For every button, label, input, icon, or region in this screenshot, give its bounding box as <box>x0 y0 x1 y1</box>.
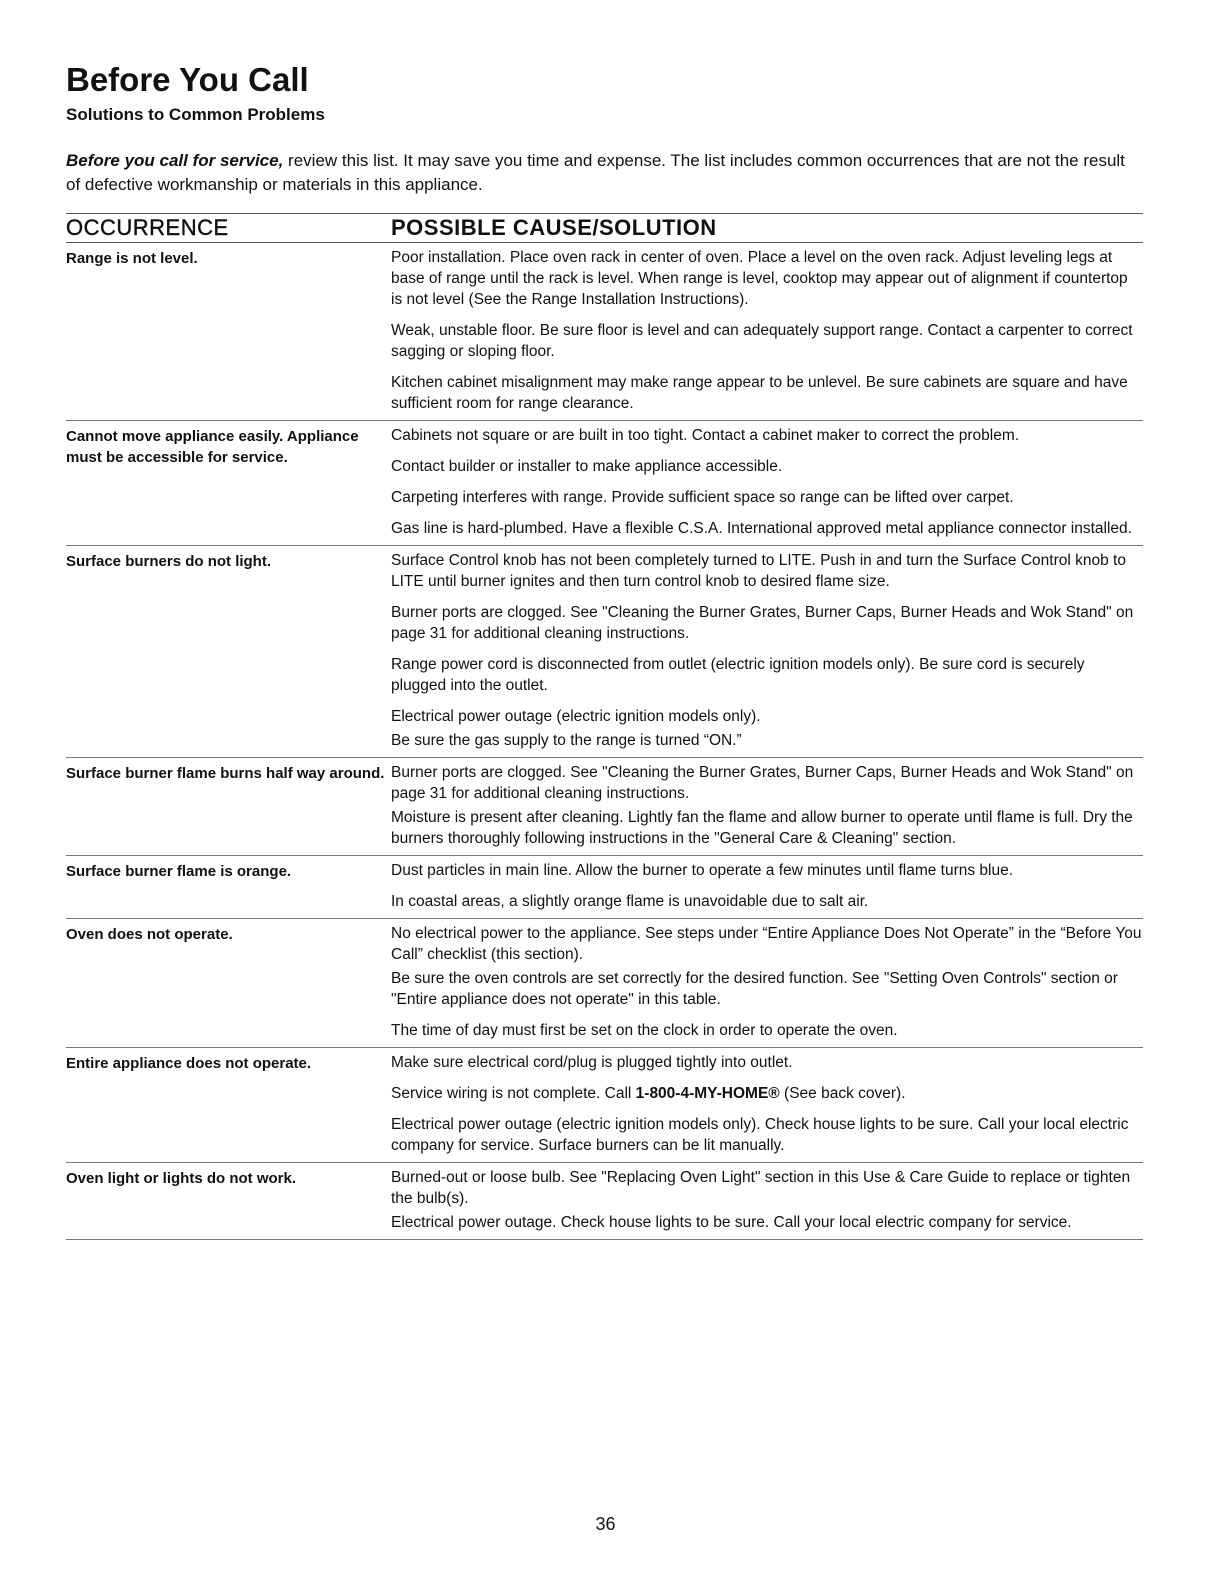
occurrence-cell: Oven light or lights do not work. <box>66 1170 296 1187</box>
solution-text: Be sure the gas supply to the range is turned “ON.” <box>391 732 742 749</box>
solution-text: Burner ports are clogged. See "Cleaning the Burner Grates, Burner Caps, Burner Heads and Wok Stand" on page 31 for additional cleaning instructions. <box>391 764 1134 802</box>
occurrence-cell: Surface burner flame is orange. <box>66 863 292 880</box>
solution-text: Burner ports are clogged. See "Cleaning the Burner Grates, Burner Caps, Burner Heads and Wok Stand" on page 31 for additional cleaning instructions. <box>391 604 1134 642</box>
solution-text: Carpeting interferes with range. Provide sufficient space so range can be lifted over carpet. <box>391 489 1014 506</box>
solution-text: The time of day must first be set on the clock in order to operate the oven. <box>391 1022 898 1039</box>
page-subtitle: Solutions to Common Problems <box>66 105 325 124</box>
solution-text-service-wiring <box>391 1083 1143 1104</box>
solution-cell <box>391 1167 1143 1233</box>
solution-text: Surface Control knob has not been completely turned to LITE. Push in and turn the Surface Control knob to LITE until burner ignites and then turn control knob to desired flame size. <box>391 552 1126 590</box>
table-row <box>66 919 1143 1048</box>
solution-cell <box>391 425 1143 539</box>
solution-cell <box>391 860 1143 912</box>
solution-text: Electrical power outage (electric ignition models only). <box>391 708 761 725</box>
solution-cell <box>391 923 1143 1041</box>
solution-cell <box>391 247 1143 414</box>
table-row <box>66 758 1143 856</box>
solution-text: Contact builder or installer to make appliance accessible. <box>391 458 783 475</box>
solution-text: Gas line is hard-plumbed. Have a flexible C.S.A. International approved metal appliance connector installed. <box>391 520 1132 537</box>
solution-text: Kitchen cabinet misalignment may make range appear to be unlevel. Be sure cabinets are square and have sufficient room for range clearance. <box>391 374 1128 412</box>
solution-cell <box>391 550 1143 751</box>
solution-text: In coastal areas, a slightly orange flame is unavoidable due to salt air. <box>391 893 869 910</box>
occurrence-cell: Range is not level. <box>66 250 198 267</box>
table-row <box>66 856 1143 919</box>
solution-text: Electrical power outage. Check house lights to be sure. Call your local electric company for service. <box>391 1214 1072 1231</box>
solution-text: Weak, unstable floor. Be sure floor is level and can adequately support range. Contact a carpenter to correct sagging or sloping floor. <box>391 322 1133 360</box>
table-row <box>66 421 1143 546</box>
solution-text: Range power cord is disconnected from outlet (electric ignition models only). Be sure cord is securely plugged into the outlet. <box>391 656 1085 694</box>
solution-text: Burned-out or loose bulb. See "Replacing Oven Light" section in this Use & Care Guide to replace or tighten the bulb(s). <box>391 1169 1131 1207</box>
solution-text: Cabinets not square or are built in too tight. Contact a cabinet maker to correct the problem. <box>391 427 1020 444</box>
table-row <box>66 243 1143 421</box>
occurrence-cell: Surface burner flame burns half way around. <box>66 765 385 782</box>
column-header-occurrence: OCCURRENCE <box>66 215 229 240</box>
table-header <box>66 213 1143 243</box>
service-wiring-text: Service wiring is not complete. Call <box>391 1085 636 1102</box>
table-row <box>66 1163 1143 1240</box>
solution-text: Moisture is present after cleaning. Lightly fan the flame and allow burner to operate until flame is full. Dry the burners thoroughly following instructions in the "General Care & Cleaning" section. <box>391 809 1133 847</box>
solution-text: No electrical power to the appliance. See steps under “Entire Appliance Does Not Operate” in the “Before You Call” checklist (this section). <box>391 925 1142 963</box>
column-header-solution: POSSIBLE CAUSE/SOLUTION <box>391 215 717 240</box>
intro-paragraph <box>66 149 1141 197</box>
solution-cell <box>391 762 1143 849</box>
table-row <box>66 1048 1143 1163</box>
troubleshooting-table <box>66 243 1143 1240</box>
service-phone-number: 1-800-4-MY-HOME® <box>635 1085 780 1102</box>
solution-text: Make sure electrical cord/plug is plugged tightly into outlet. <box>391 1054 793 1071</box>
page-number: 36 <box>595 1514 616 1534</box>
solution-text: Dust particles in main line. Allow the burner to operate a few minutes until flame turns blue. <box>391 862 1014 879</box>
solution-text: Be sure the oven controls are set correctly for the desired function. See "Setting Oven Controls" section or "Entire appliance does not operate" in this table. <box>391 970 1118 1008</box>
solution-text: Electrical power outage (electric ignition models only). Check house lights to be sure. Call your local electric company for service. Surface burners can be lit manually. <box>391 1116 1129 1154</box>
occurrence-cell: Entire appliance does not operate. <box>66 1055 312 1072</box>
intro-lead: Before you call for service, <box>66 151 284 170</box>
occurrence-cell: Cannot move appliance easily. Appliance must be accessible for service. <box>66 428 359 466</box>
page-title: Before You Call <box>66 61 309 98</box>
occurrence-cell: Surface burners do not light. <box>66 553 272 570</box>
solution-cell <box>391 1052 1143 1156</box>
service-wiring-suffix: (See back cover). <box>779 1085 906 1102</box>
intro-text: review this list. It may save you time and expense. The list includes common occurrences that are not the result of defective workmanship or materials in this appliance. <box>66 151 1125 194</box>
table-row <box>66 546 1143 758</box>
occurrence-cell: Oven does not operate. <box>66 926 233 943</box>
solution-text: Poor installation. Place oven rack in center of oven. Place a level on the oven rack. Adjust leveling legs at base of range until the rack is level. When range is level, cooktop may appear out of alignment if countertop is not level (See the Range Installation Instructions). <box>391 249 1128 308</box>
